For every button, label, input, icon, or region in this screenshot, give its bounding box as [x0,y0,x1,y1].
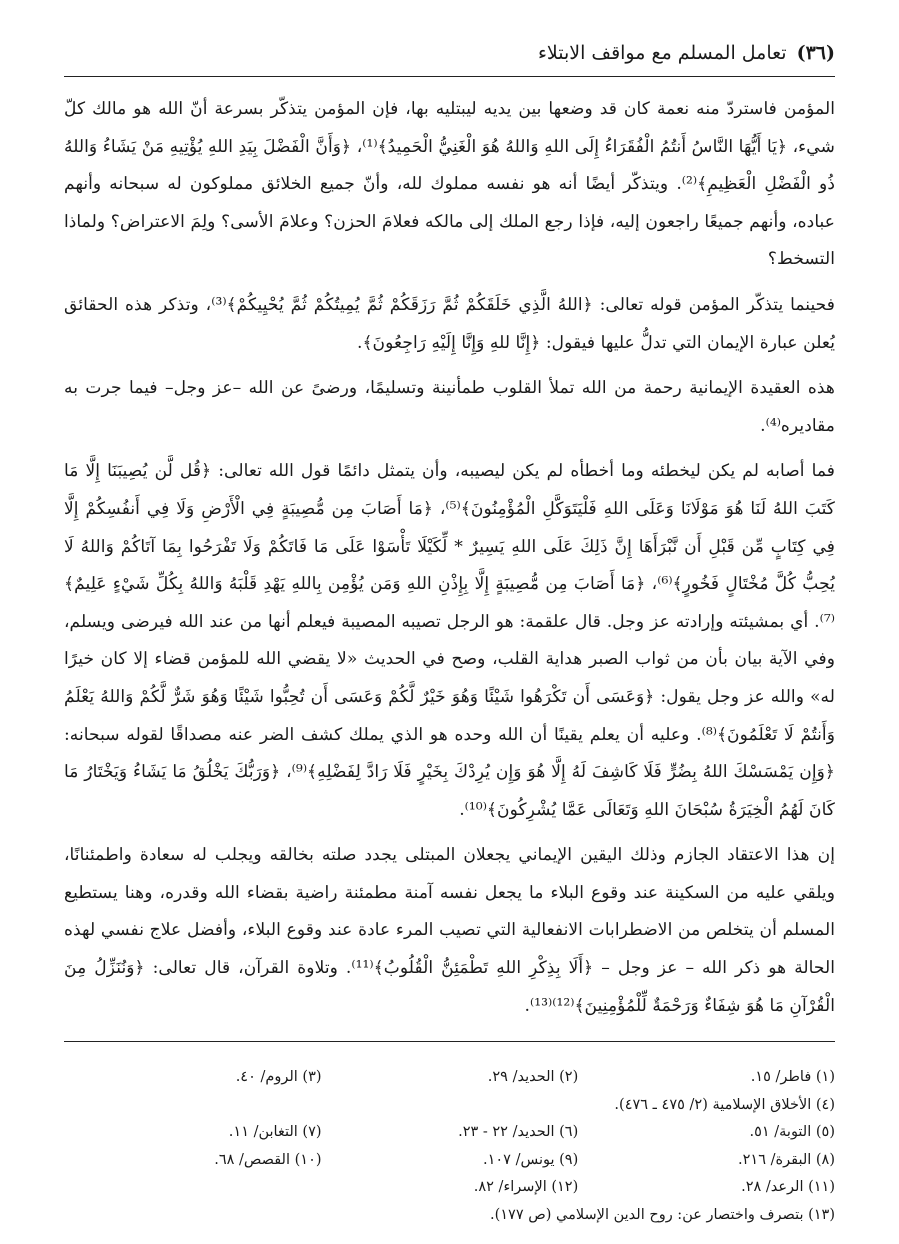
footnote-row [64,1174,835,1202]
footnote: (١٣) بتصرف واختصار عن: روح الدين الإسلامي (ص ١٧٧). [489,1206,835,1223]
footnote-row [64,1092,835,1120]
footnote: (١١) الرعد/ ٢٨. [741,1179,835,1196]
footnote: (٣) الروم/ ٤٠. [235,1069,322,1086]
footnote: (١٠) القصص/ ٦٨. [214,1151,322,1168]
footnote: (١) فاطر/ ١٥. [750,1069,835,1086]
page-header [64,34,835,77]
footnote: (٤) الأخلاق الإسلامية (٢/ ٤٧٥ ـ ٤٧٦). [614,1096,835,1113]
footnote [65,1174,322,1202]
running-title: تعامل المسلم مع مواقف الابتلاء [537,42,787,64]
paragraph: فما أصابه لم يكن ليخطئه وما أخطأه لم يكن ليصيبه، وأن يتمثل دائمًا قول الله تعالى: ﴿قُل لَّن يُصِيبَنَا إِلَّا مَا كَتَبَ اللهُ لَنَا هُوَ مَوْلَانَا وَعَلَى اللهِ فَلْيَتَوَكَّلِ الْمُؤْمِنُونَ﴾⁽⁵⁾، ﴿مَا أَصَابَ مِن مُّصِيبَةٍ فِي الْأَرْضِ وَلَا فِي أَنفُسِكُمْ إِلَّا فِي كِتَابٍ مِّن قَبْلِ أَن نَّبْرَأَهَا إِنَّ ذَلِكَ عَلَى اللهِ يَسِيرٌ * لِّكَيْلَا تَأْسَوْا عَلَى مَا فَاتَكُمْ وَلَا تَفْرَحُوا بِمَا آتَاكُمْ وَاللهُ لَا يُحِبُّ كُلَّ مُخْتَالٍ فَخُورٍ﴾⁽⁶⁾، ﴿مَا أَصَابَ مِن مُّصِيبَةٍ إِلَّا بِإِذْنِ اللهِ وَمَن يُؤْمِن بِاللهِ يَهْدِ قَلْبَهُ وَاللهُ بِكُلِّ شَيْءٍ عَلِيمٌ﴾⁽⁷⁾. أي بمشيئته وإرادته عز وجل. قال علقمة: هو الرجل تصيبه المصيبة فيعلم أنها من عند الله فيرضى ويسلم، وفي الآية بيان بأن من ثواب الصبر هداية القلب، وصح في الحديث «لا يقضي الله للمؤمن قضاء إلا كان خيرًا له» والله عز وجل يقول: ﴿وَعَسَى أَن تَكْرَهُوا شَيْئًا وَهُوَ خَيْرٌ لَّكُمْ وَعَسَى أَن تُحِبُّوا شَيْئًا وَهُوَ شَرٌّ لَّكُمْ وَاللهُ يَعْلَمُ وَأَنتُمْ لَا تَعْلَمُونَ﴾⁽⁸⁾. وعليه أن يعلم يقينًا أن الله وحده هو الذي يملك كشف الضر عنه مصداقًا لقوله سبحانه: ﴿وَإِن يَمْسَسْكَ اللهُ بِضُرٍّ فَلَا كَاشِفَ لَهُ إِلَّا هُوَ وَإِن يُرِدْكَ بِخَيْرٍ فَلَا رَادَّ لِفَضْلِهِ﴾⁽⁹⁾، ﴿وَرَبُّكَ يَخْلُقُ مَا يَشَاءُ وَيَخْتَارُ مَا كَانَ لَهُمُ الْخِيَرَةُ سُبْحَانَ اللهِ وَتَعَالَى عَمَّا يُشْرِكُونَ﴾⁽¹⁰⁾. [64,461,836,820]
paragraph: إن هذا الاعتقاد الجازم وذلك اليقين الإيماني يجعلان المبتلى يجدد صلته بخالقه ويجلب له سعادة واطمئنانًا، ويلقي عليه من السكينة عند وقوع البلاء ما يجعل نفسه آمنة مطمئنة راضية بقضاء الله وقدره، وهنا يستطيع المسلم أن يتخلص من الاضطرابات الانفعالية التي تصيب المرء عادة عند وقوع البلاء، وأفضل علاج نفسي لهذه الحالة هو ذكر الله – عز وجل – ﴿أَلَا بِذِكْرِ اللهِ تَطْمَئِنُّ الْقُلُوبُ﴾⁽¹¹⁾. وتلاوة القرآن، قال تعالى: ﴿وَنُنَزِّلُ مِنَ الْقُرْآنِ مَا هُوَ شِفَاءٌ وَرَحْمَةٌ لِّلْمُؤْمِنِينَ﴾⁽¹²⁾⁽¹³⁾. [64,845,836,1016]
footnote: (١٢) الإسراء/ ٨٢. [473,1179,579,1196]
paragraph: هذه العقيدة الإيمانية رحمة من الله تملأ القلوب طمأنينة وتسليمًا، ورضىً عن الله –عز وجل– فيما جرت به مقاديره⁽⁴⁾. [64,378,835,436]
footnote: (٥) التوبة/ ٥١. [749,1124,835,1141]
footnote: (٢) الحديد/ ٢٩. [487,1069,579,1086]
footnote-row [64,1147,835,1175]
footnote-row [64,1202,835,1230]
footnote: (٦) الحديد/ ٢٢ - ٢٣. [458,1124,579,1141]
paragraph: فحينما يتذكّر المؤمن قوله تعالى: ﴿اللهُ الَّذِي خَلَقَكُمْ ثُمَّ رَزَقَكُمْ ثُمَّ يُمِيتُكُمْ ثُمَّ يُحْيِيكُمْ﴾⁽³⁾، وتذكر هذه الحقائق يُعلن عبارة الإيمان التي تدلُّ عليها فيقول: ﴿إِنَّا للهِ وَإِنَّا إِلَيْهِ رَاجِعُونَ﴾. [64,294,835,353]
main-text [64,91,835,1025]
footnote: (٩) يونس/ ١٠٧. [483,1151,579,1168]
footnotes [64,1064,835,1229]
footnote-row [64,1064,835,1092]
footnote: (٧) التغابن/ ١١. [228,1124,322,1141]
footnote-separator [64,1041,835,1042]
page-number: (٣٦) [796,42,835,64]
footnote-row [64,1119,835,1147]
footnote: (٨) البقرة/ ٢١٦. [738,1151,835,1168]
paragraph: المؤمن فاستردّ منه نعمة كان قد وضعها بين يديه ليبتليه بها، فإن المؤمن يتذكّر بسرعة أنّ الله هو مالك كلّ شيء، ﴿يَا أَيُّهَا النَّاسُ أَنتُمُ الْفُقَرَاءُ إِلَى اللهِ وَاللهُ هُوَ الْغَنِيُّ الْحَمِيدُ﴾⁽¹⁾، ﴿وَأَنَّ الْفَضْلَ بِيَدِ اللهِ يُؤْتِيهِ مَنْ يَشَاءُ وَاللهُ ذُو الْفَضْلِ الْعَظِيمِ﴾⁽²⁾. ويتذكّر أيضًا أنه هو نفسه مملوك لله، وأنّ جميع الخلائق مملوكون له سبحانه وأنهم عباده، وأنهم جميعًا راجعون إليه، فإذا رجع الملك إلى مالكه فعلامَ الحزن؟ وعلامَ الأسى؟ ولِمَ الاعتراض؟ ولماذا التسخط؟ [64,99,835,270]
